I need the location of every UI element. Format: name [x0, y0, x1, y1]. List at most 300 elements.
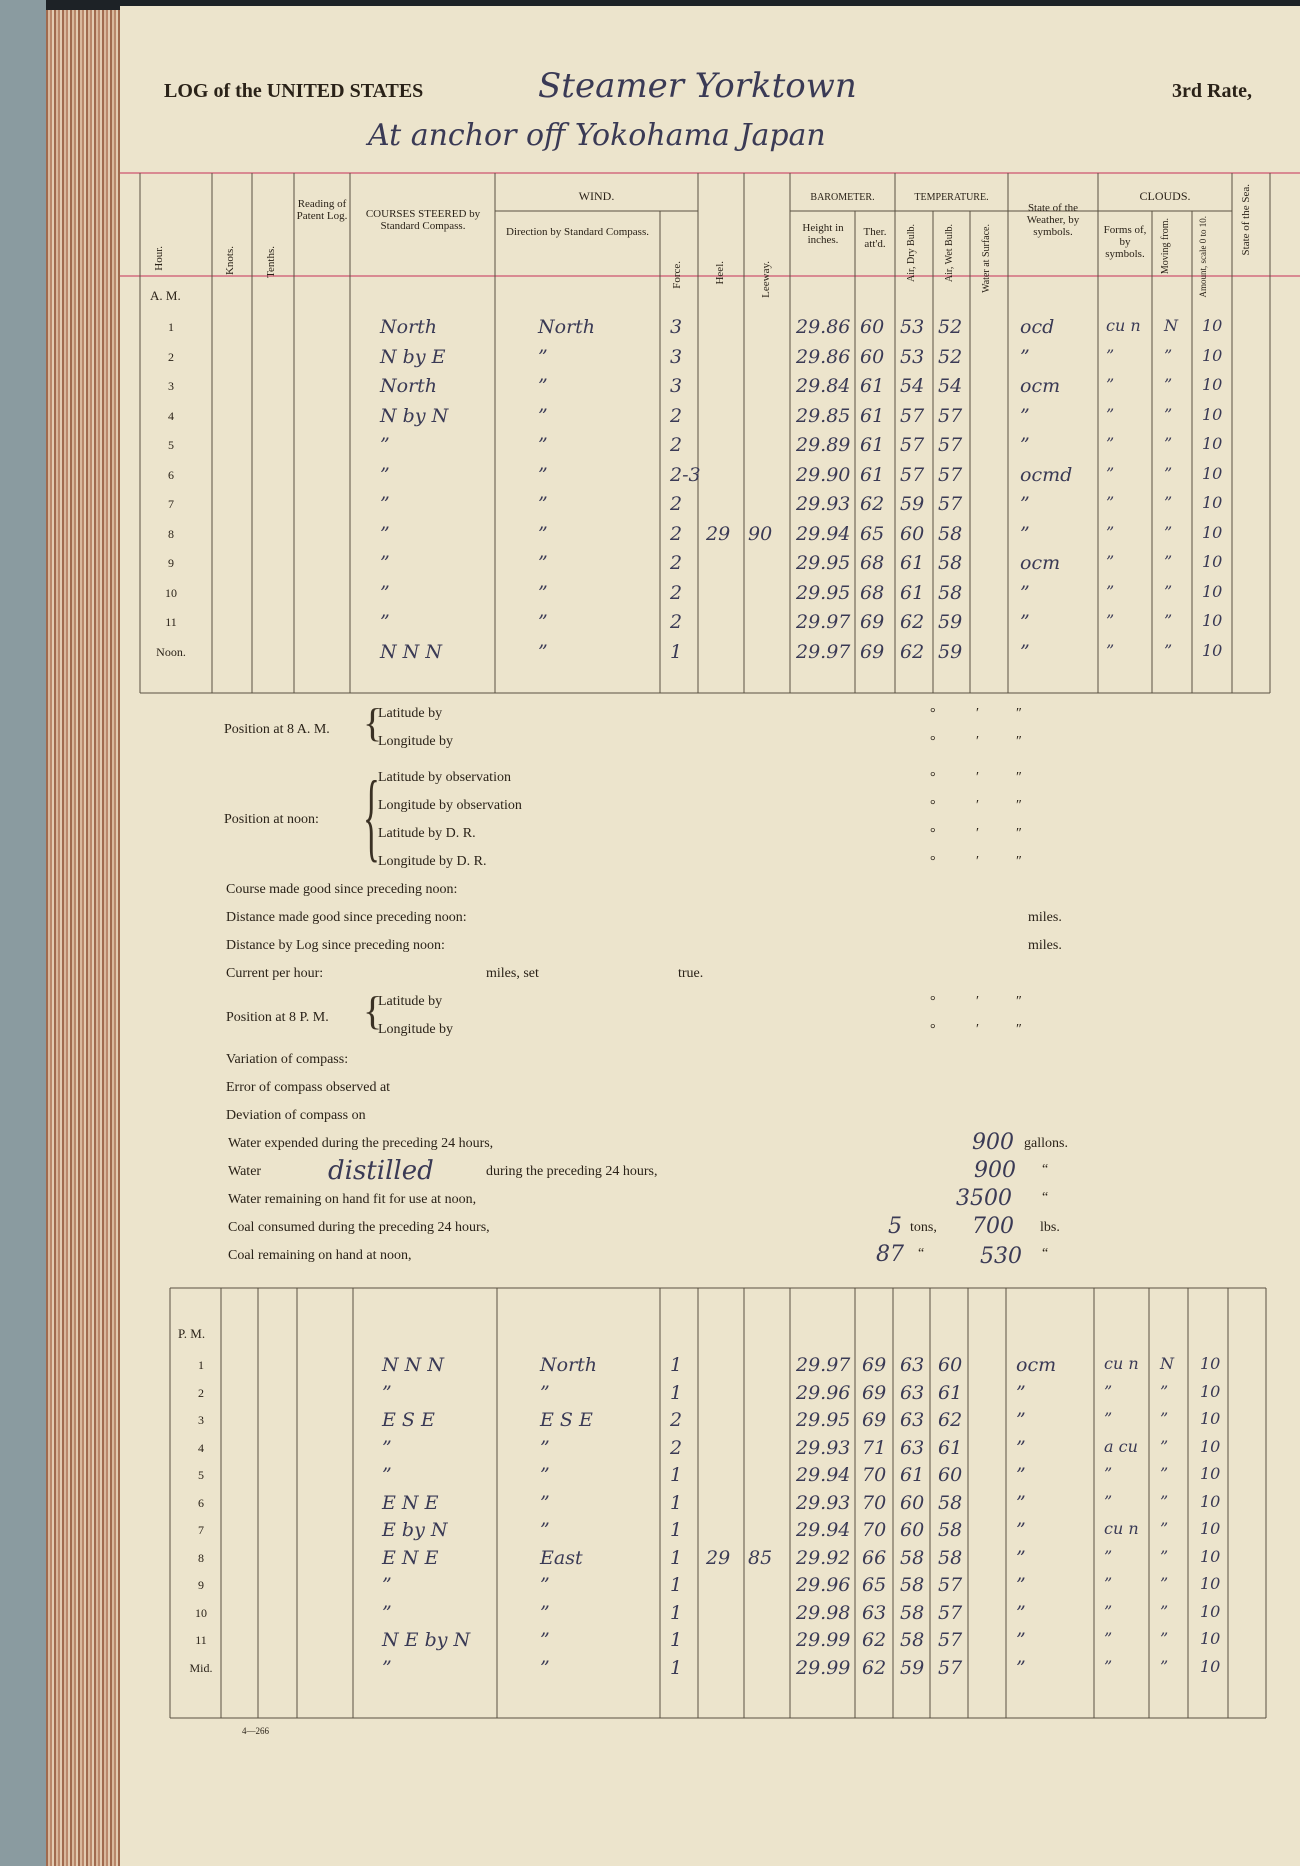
cell-baro: 29.99 — [796, 1629, 851, 1651]
cell-baro: 29.86 — [796, 316, 851, 338]
cell-weather: ” — [1020, 434, 1030, 456]
row-hour: Noon. — [156, 644, 186, 659]
cell-weather: ” — [1016, 1574, 1026, 1596]
cell-amount: 10 — [1202, 522, 1223, 542]
cell-ther: 65 — [862, 1574, 887, 1596]
cell-amount: 10 — [1200, 1436, 1221, 1456]
cell-amount: 10 — [1202, 552, 1223, 571]
col-header-cloud-forms: Forms of, by symbols. — [1103, 224, 1147, 260]
cell-dry: 57 — [900, 404, 925, 427]
cell-forms: a cu — [1104, 1436, 1138, 1456]
position-deg-mark: ° — [930, 854, 936, 869]
cell-moving: ” — [1164, 552, 1173, 571]
col-header-temperature: TEMPERATURE. — [914, 192, 989, 203]
cell-force: 2 — [670, 434, 683, 456]
cell-course: ” — [382, 1574, 392, 1596]
row-hour: 1 — [198, 1358, 204, 1372]
cell-forms: ” — [1106, 434, 1115, 453]
cell-baro: 29.93 — [796, 493, 851, 515]
cell-ther: 60 — [860, 316, 885, 338]
cell-force: 2 — [670, 552, 683, 574]
cell-wind_dir: North — [538, 316, 596, 338]
cell-wind_dir: ” — [540, 1464, 550, 1486]
cell-wind_dir: ” — [538, 345, 548, 368]
cell-weather: ocm — [1016, 1354, 1057, 1376]
position-min-mark: ′ — [976, 854, 980, 869]
cell-weather: ” — [1016, 1381, 1026, 1404]
col-header-weather: State of the Weather, by symbols. — [1026, 202, 1080, 238]
cell-heel: 29 — [706, 1546, 731, 1569]
cell-amount: 10 — [1200, 1601, 1221, 1621]
position-sec-mark: ″ — [1016, 854, 1022, 869]
cell-ther: 61 — [860, 375, 885, 397]
cell-weather: ” — [1020, 640, 1030, 663]
current-per-hour: Current per hour: — [226, 966, 324, 981]
cell-moving: ” — [1160, 1601, 1169, 1621]
cell-ther: 60 — [860, 345, 885, 368]
position-min-mark: ′ — [976, 1022, 980, 1037]
position-8pm-label: Position at 8 P. M. — [226, 1010, 329, 1025]
cell-baro: 29.84 — [796, 375, 851, 397]
cell-wet: 59 — [938, 640, 963, 663]
water-remaining-value: 3500 — [956, 1186, 1012, 1211]
cell-wind_dir: ” — [538, 404, 548, 427]
col-header-courses: COURSES STEERED by Standard Compass. — [365, 208, 481, 232]
cell-weather: ” — [1016, 1601, 1026, 1624]
water-expended-label: Water expended during the preceding 24 hours, — [228, 1136, 494, 1151]
cell-wind_dir: ” — [538, 493, 548, 515]
col-header-cloud-amount: Amount, scale 0 to 10. — [1198, 216, 1208, 298]
cell-force: 1 — [670, 1656, 683, 1679]
cell-moving: ” — [1160, 1546, 1169, 1566]
cell-force: 3 — [670, 345, 683, 368]
cell-wind_dir: ” — [538, 581, 548, 604]
cell-force: 2 — [670, 611, 683, 633]
cell-wet: 58 — [938, 1519, 963, 1541]
cell-force: 2 — [670, 522, 683, 545]
water-method: distilled — [328, 1156, 434, 1186]
cell-moving: ” — [1160, 1629, 1169, 1648]
cell-moving: ” — [1164, 640, 1173, 660]
cell-wind_dir: ” — [540, 1436, 550, 1459]
cell-weather: ” — [1016, 1464, 1026, 1486]
position-sec-mark: ″ — [1016, 826, 1022, 841]
row-hour: 4 — [198, 1440, 204, 1455]
position-min-mark: ′ — [976, 798, 980, 813]
latitude-dr: Latitude by D. R. — [378, 826, 476, 841]
position-8am-brace: { — [363, 700, 383, 745]
coal-remaining-label: Coal remaining on hand at noon, — [228, 1248, 412, 1263]
position-min-mark: ′ — [976, 706, 980, 721]
cell-dry: 63 — [900, 1381, 925, 1404]
cell-weather: ” — [1016, 1656, 1026, 1679]
cell-wet: 60 — [938, 1354, 963, 1376]
cell-amount: 10 — [1202, 463, 1223, 483]
position-min-mark: ′ — [976, 826, 980, 841]
cell-wind_dir: North — [540, 1354, 598, 1376]
cell-wind_dir: ” — [540, 1656, 550, 1679]
cell-dry: 62 — [900, 640, 925, 663]
cell-forms: cu n — [1106, 316, 1141, 335]
cell-ther: 61 — [860, 463, 885, 486]
cell-wind_dir: ” — [538, 434, 548, 456]
col-header-wind: WIND. — [578, 189, 615, 203]
cell-ther: 70 — [862, 1464, 887, 1486]
cell-ther: 69 — [862, 1354, 887, 1376]
cell-forms: ” — [1106, 404, 1115, 424]
cell-weather: ” — [1020, 522, 1030, 545]
row-hour: 11 — [165, 615, 177, 629]
cell-forms: ” — [1104, 1409, 1113, 1428]
cell-moving: ” — [1160, 1436, 1169, 1456]
cell-dry: 62 — [900, 611, 925, 633]
cell-ther: 68 — [860, 581, 885, 604]
cell-baro: 29.94 — [796, 1464, 851, 1486]
cell-wet: 61 — [938, 1381, 963, 1404]
water-label: Water — [228, 1164, 262, 1179]
cell-force: 1 — [670, 1601, 683, 1624]
row-hour: 4 — [168, 408, 174, 423]
cell-forms: cu n — [1104, 1354, 1139, 1373]
cell-wind_dir: East — [540, 1546, 583, 1569]
cell-wet: 57 — [938, 1656, 963, 1679]
cell-baro: 29.99 — [796, 1656, 851, 1679]
col-header-hour: Hour. — [153, 246, 165, 271]
form-number: 4—266 — [242, 1726, 269, 1736]
book-page-edges — [46, 10, 122, 1866]
cell-force: 1 — [670, 1381, 683, 1404]
cell-wind_dir: ” — [540, 1574, 550, 1596]
cell-wet: 52 — [938, 316, 963, 338]
cell-ther: 63 — [862, 1601, 887, 1624]
cell-amount: 10 — [1200, 1464, 1221, 1483]
row-hour: 3 — [168, 379, 174, 393]
cell-wind_dir: ” — [540, 1519, 550, 1541]
cell-moving: ” — [1164, 581, 1173, 601]
col-header-tenths: Tenths. — [265, 246, 277, 278]
cell-wet: 57 — [938, 463, 963, 486]
cell-course: North — [380, 375, 438, 397]
coal-consumed-lbs: 700 — [972, 1214, 1014, 1239]
cell-weather: ocm — [1020, 552, 1061, 574]
col-header-height: Height in inches. — [802, 222, 844, 246]
cell-course: ” — [380, 552, 390, 574]
cell-force: 1 — [670, 1574, 683, 1596]
cell-dry: 53 — [900, 316, 925, 338]
cell-amount: 10 — [1202, 640, 1223, 660]
cell-course: ” — [380, 581, 390, 604]
cell-ther: 69 — [862, 1409, 887, 1431]
row-hour: 3 — [198, 1413, 204, 1427]
position-8am-label: Position at 8 A. M. — [224, 722, 330, 737]
cell-moving: ” — [1160, 1519, 1169, 1538]
cell-dry: 58 — [900, 1629, 925, 1651]
position-sec-mark: ″ — [1016, 994, 1022, 1009]
row-hour: 5 — [168, 438, 174, 452]
cell-wet: 58 — [938, 1546, 963, 1569]
col-header-dry-bulb: Air, Dry Bulb. — [906, 224, 917, 282]
cell-ther: 68 — [860, 552, 885, 574]
row-hour: 10 — [195, 1605, 207, 1620]
cell-amount: 10 — [1200, 1629, 1221, 1648]
col-header-wet-bulb: Air, Wet Bulb. — [944, 224, 955, 283]
cell-wind_dir: ” — [540, 1491, 550, 1514]
cell-weather: ocmd — [1020, 463, 1073, 486]
cell-course: N by E — [380, 345, 446, 368]
cell-moving: N — [1164, 316, 1178, 335]
cell-force: 2 — [670, 581, 683, 604]
cell-force: 2 — [670, 1436, 683, 1459]
cell-ther: 71 — [862, 1436, 887, 1459]
row-hour: 6 — [168, 467, 174, 482]
cell-wind_dir: ” — [538, 552, 548, 574]
cell-forms: ” — [1104, 1656, 1113, 1676]
cell-wet: 60 — [938, 1464, 963, 1486]
cell-amount: 10 — [1202, 316, 1223, 335]
cell-baro: 29.96 — [796, 1574, 851, 1596]
ship-location: At anchor off Yokohama Japan — [368, 118, 826, 153]
cell-wet: 59 — [938, 611, 963, 633]
cell-wet: 58 — [938, 522, 963, 545]
cell-wet: 57 — [938, 1601, 963, 1624]
cell-force: 3 — [670, 375, 683, 397]
cell-force: 1 — [670, 1491, 683, 1514]
cell-moving: ” — [1160, 1464, 1169, 1483]
cell-moving: ” — [1164, 493, 1173, 512]
row-hour: 5 — [198, 1468, 204, 1482]
cell-dry: 58 — [900, 1574, 925, 1596]
cell-moving: ” — [1164, 463, 1173, 483]
cell-baro: 29.95 — [796, 552, 851, 574]
cell-dry: 57 — [900, 463, 925, 486]
cell-wet: 57 — [938, 434, 963, 456]
coal-remaining-lbs-ditto: “ — [1042, 1246, 1049, 1261]
cell-wind_dir: E S E — [540, 1409, 593, 1431]
cell-baro: 29.90 — [796, 463, 851, 486]
cell-course: N E by N — [382, 1629, 471, 1651]
cell-moving: ” — [1164, 375, 1173, 394]
cell-wind_dir: ” — [538, 375, 548, 397]
cell-moving: ” — [1160, 1574, 1169, 1593]
cell-wind_dir: ” — [538, 640, 548, 663]
position-deg-mark: ° — [930, 1022, 936, 1037]
cell-wet: 57 — [938, 1629, 963, 1651]
cell-moving: ” — [1160, 1409, 1169, 1428]
cell-wet: 58 — [938, 552, 963, 574]
cell-course: ” — [382, 1436, 392, 1459]
cell-ther: 61 — [860, 404, 885, 427]
variation-of-compass: Variation of compass: — [226, 1052, 349, 1067]
cell-course: E N E — [382, 1546, 439, 1569]
cell-forms: ” — [1104, 1546, 1113, 1566]
position-deg-mark: ° — [930, 770, 936, 785]
cell-moving: ” — [1164, 434, 1173, 453]
cell-course: ” — [380, 463, 390, 486]
cell-course: E S E — [382, 1409, 435, 1431]
cell-course: ” — [382, 1656, 392, 1679]
cell-moving: ” — [1160, 1491, 1169, 1511]
am-label: A. M. — [150, 288, 181, 303]
cell-ther: 69 — [862, 1381, 887, 1404]
cell-weather: ” — [1016, 1546, 1026, 1569]
position-sec-mark: ″ — [1016, 798, 1022, 813]
gallons-unit: gallons. — [1024, 1136, 1068, 1151]
cell-dry: 54 — [900, 375, 925, 397]
cell-amount: 10 — [1200, 1491, 1221, 1511]
cell-forms: ” — [1106, 611, 1115, 630]
cell-course: ” — [380, 522, 390, 545]
cell-course: North — [380, 316, 438, 338]
cell-wind_dir: ” — [540, 1629, 550, 1651]
position-min-mark: ′ — [976, 994, 980, 1009]
row-hour: 2 — [198, 1385, 204, 1400]
cell-course: E by N — [382, 1519, 448, 1541]
cell-amount: 10 — [1200, 1409, 1221, 1428]
row-hour: 8 — [198, 1550, 204, 1565]
cell-ther: 65 — [860, 522, 885, 545]
coal-remaining-tons: 87 — [876, 1242, 904, 1267]
cell-amount: 10 — [1200, 1546, 1221, 1566]
coal-remaining-lbs: 530 — [980, 1244, 1022, 1269]
cell-dry: 60 — [900, 1491, 925, 1514]
row-hour: 2 — [168, 349, 174, 364]
cell-baro: 29.98 — [796, 1601, 851, 1624]
cell-amount: 10 — [1200, 1519, 1221, 1538]
cell-amount: 10 — [1202, 434, 1223, 453]
cell-forms: ” — [1104, 1381, 1113, 1401]
cell-baro: 29.93 — [796, 1491, 851, 1514]
cell-weather: ” — [1016, 1629, 1026, 1651]
cell-weather: ” — [1020, 345, 1030, 368]
cell-baro: 29.93 — [796, 1436, 851, 1459]
cell-baro: 29.94 — [796, 1519, 851, 1541]
coal-consumed-label: Coal consumed during the preceding 24 hours, — [228, 1220, 490, 1235]
cell-baro: 29.85 — [796, 404, 851, 427]
distance-by-log-miles: miles. — [1028, 938, 1062, 953]
col-header-barometer: BAROMETER. — [810, 192, 875, 203]
position-min-mark: ′ — [976, 770, 980, 785]
cell-dry: 59 — [900, 1656, 925, 1679]
cell-weather: ocm — [1020, 375, 1061, 397]
cell-course: ” — [380, 611, 390, 633]
cell-forms: ” — [1104, 1491, 1113, 1511]
pm-label: P. M. — [178, 1326, 206, 1341]
cell-forms: ” — [1106, 375, 1115, 394]
cell-weather: ocd — [1020, 316, 1055, 338]
cell-weather: ” — [1016, 1436, 1026, 1459]
cell-moving: ” — [1164, 345, 1173, 365]
row-hour: 10 — [165, 585, 177, 600]
cell-wet: 58 — [938, 1491, 963, 1514]
cell-wind_dir: ” — [540, 1381, 550, 1404]
cell-amount: 10 — [1202, 345, 1223, 365]
position-deg-mark: ° — [930, 706, 936, 721]
cell-moving: N — [1160, 1354, 1174, 1373]
cell-dry: 60 — [900, 522, 925, 545]
col-header-knots: Knots. — [224, 246, 236, 276]
position-sec-mark: ″ — [1016, 770, 1022, 785]
cell-force: 1 — [670, 1546, 683, 1569]
deviation-of-compass: Deviation of compass on — [226, 1108, 366, 1123]
course-made-good: Course made good since preceding noon: — [226, 882, 458, 897]
cell-baro: 29.95 — [796, 581, 851, 604]
cell-ther: 69 — [860, 640, 885, 663]
distance-by-log: Distance by Log since preceding noon: — [226, 938, 445, 953]
water-during-label: during the preceding 24 hours, — [486, 1164, 658, 1179]
cell-forms: ” — [1104, 1601, 1113, 1621]
cell-forms: ” — [1106, 552, 1115, 571]
cell-force: 1 — [670, 1464, 683, 1486]
col-header-leeway: Leeway. — [760, 261, 772, 298]
cell-dry: 58 — [900, 1546, 925, 1569]
cell-weather: ” — [1016, 1491, 1026, 1514]
cell-baro: 29.97 — [796, 640, 851, 663]
cell-forms: ” — [1106, 581, 1115, 601]
cell-wind_dir: ” — [538, 522, 548, 545]
water-made-ditto: “ — [1042, 1162, 1049, 1177]
cell-moving: ” — [1160, 1381, 1169, 1401]
cell-force: 1 — [670, 1629, 683, 1651]
cell-wet: 61 — [938, 1436, 963, 1459]
cell-ther: 61 — [860, 434, 885, 456]
cell-dry: 59 — [900, 493, 925, 515]
cell-ther: 70 — [862, 1491, 887, 1514]
cell-heel: 29 — [706, 522, 731, 545]
coal-consumed-tons: 5 — [888, 1214, 902, 1239]
log-page — [120, 6, 1300, 1866]
cell-moving: ” — [1164, 404, 1173, 424]
cell-leeway: 85 — [748, 1546, 773, 1569]
cell-wet: 57 — [938, 1574, 963, 1596]
cell-wind_dir: ” — [538, 611, 548, 633]
row-hour: 6 — [198, 1495, 204, 1510]
cell-wet: 58 — [938, 581, 963, 604]
cell-course: ” — [380, 493, 390, 515]
printed-title: LOG of the UNITED STATES — [164, 80, 424, 102]
col-header-heel: Heel. — [714, 261, 726, 285]
cell-course: E N E — [382, 1491, 439, 1514]
cell-wind_dir: ” — [538, 463, 548, 486]
col-header-ther: Ther. att'd. — [863, 226, 887, 250]
water-made-value: 900 — [974, 1158, 1016, 1183]
position-8am-longitude: Longitude by — [378, 734, 454, 749]
table-grid — [120, 6, 1300, 1866]
position-noon-label: Position at noon: — [224, 812, 319, 827]
cell-ther: 62 — [862, 1629, 887, 1651]
position-sec-mark: ″ — [1016, 1022, 1022, 1037]
cell-dry: 57 — [900, 434, 925, 456]
cell-baro: 29.92 — [796, 1546, 851, 1569]
error-of-compass: Error of compass observed at — [226, 1080, 391, 1095]
cell-weather: ” — [1016, 1409, 1026, 1431]
ship-name: Steamer Yorktown — [538, 66, 857, 106]
latitude-observation: Latitude by observation — [378, 770, 511, 785]
col-header-moving-from: Moving from. — [1160, 218, 1171, 275]
cell-weather: ” — [1020, 404, 1030, 427]
cell-amount: 10 — [1200, 1381, 1221, 1401]
longitude-dr: Longitude by D. R. — [378, 854, 487, 869]
cell-forms: ” — [1104, 1574, 1113, 1593]
cell-amount: 10 — [1202, 581, 1223, 601]
current-true: true. — [678, 966, 704, 981]
cell-forms: ” — [1106, 345, 1115, 365]
row-hour: 7 — [198, 1523, 204, 1537]
cell-course: N N N — [382, 1354, 444, 1376]
cell-ther: 66 — [862, 1546, 887, 1569]
cell-amount: 10 — [1200, 1354, 1221, 1373]
cell-force: 2 — [670, 404, 683, 427]
cell-force: 2-3 — [670, 463, 701, 486]
